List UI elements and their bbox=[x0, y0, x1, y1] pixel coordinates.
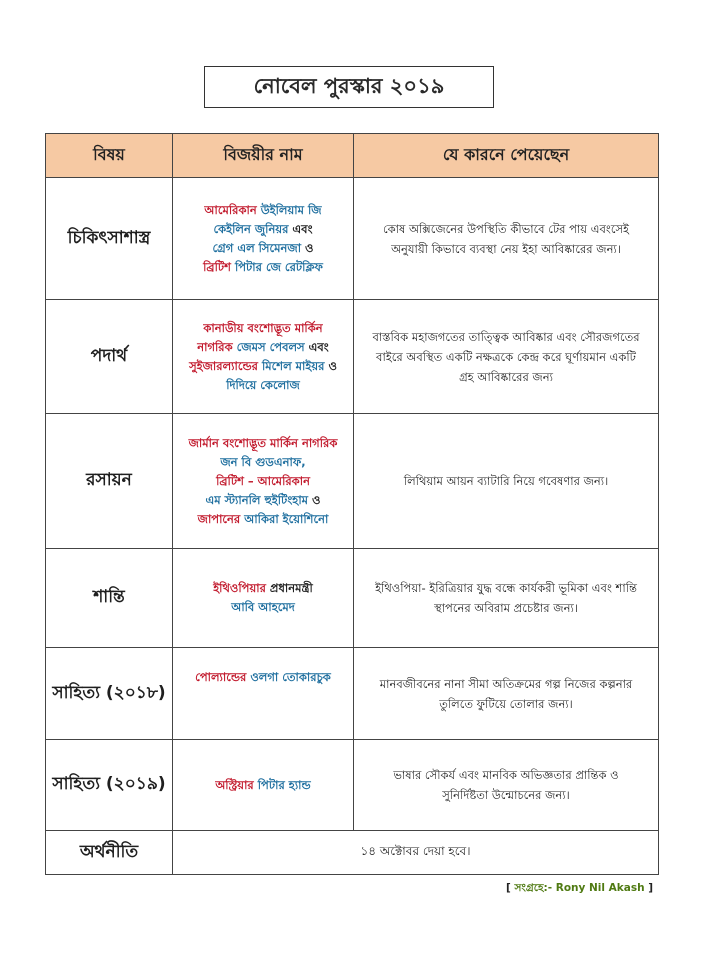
table-row bbox=[46, 648, 659, 740]
reason-line: মানবজীবনের নানা সীমা অতিক্রমের গল্প নিজের কল্পনার bbox=[379, 676, 633, 691]
table-row bbox=[46, 549, 659, 648]
subject-cell: শান্তি bbox=[46, 549, 173, 648]
table-row bbox=[46, 414, 659, 549]
subject-cell: অর্থনীতি bbox=[46, 831, 173, 875]
credit-bracket-open: [ bbox=[506, 882, 511, 894]
credit-bracket-close: ] bbox=[648, 882, 654, 894]
header-winner: বিজয়ীর নাম bbox=[173, 134, 354, 178]
economics-note: ১৪ অক্টোবর দেয়া হবে। bbox=[173, 831, 659, 875]
reason-cell bbox=[354, 414, 659, 549]
winner-cell bbox=[173, 178, 354, 300]
winner-line bbox=[177, 258, 349, 277]
winner-text: কেইলিন জুনিয়র bbox=[213, 221, 293, 236]
winner-text: সুইজারল্যান্ডের bbox=[189, 358, 262, 373]
winner-line bbox=[177, 491, 349, 510]
winner-text: জাপানের bbox=[197, 511, 245, 526]
winner-line bbox=[177, 357, 349, 376]
winner-line bbox=[177, 376, 349, 395]
winner-text: ও bbox=[328, 358, 337, 373]
winner-text: গ্রেগ এল সিমেনজা bbox=[212, 240, 306, 255]
table-row bbox=[46, 300, 659, 414]
winner-text: মিশেল মাইয়র bbox=[261, 358, 329, 373]
winner-text: পোল্যান্ডের bbox=[195, 670, 251, 684]
winner-text: অস্ট্রিয়ার bbox=[215, 777, 258, 792]
reason-line: স্থাপনের অবিরাম প্রচেষ্টার জন্য। bbox=[434, 601, 578, 615]
winner-cell bbox=[173, 648, 354, 740]
credit-name: Rony Nil Akash bbox=[555, 882, 645, 894]
reason-line: বাইরে অবস্থিত একটি নক্ষত্রকে কেন্দ্র করে ঘূর্ণায়মান একটি bbox=[376, 349, 636, 364]
winner-text: আকিরা ইয়োশিনো bbox=[244, 511, 329, 526]
page-title: নোবেল পুরস্কার ২০১৯ bbox=[204, 66, 494, 108]
winner-text: নাগরিক bbox=[197, 339, 237, 354]
reason-line: সুনির্দিষ্টতা উন্মোচনের জন্য। bbox=[442, 788, 570, 802]
reason-line: ভাষার সৌকর্য এবং মানবিক অভিজ্ঞতার প্রান্তিক ও bbox=[393, 768, 619, 782]
winner-text: জন বি গুডএনাফ, bbox=[220, 454, 306, 469]
credit-label: সংগ্রহে:- bbox=[514, 882, 556, 894]
subject-cell: সাহিত্য (২০১৮) bbox=[46, 648, 173, 740]
reason-line: বাস্তবিক মহাজগতের তাত্ত্বিক আবিষ্কার এবং সৌরজগতের bbox=[372, 329, 640, 344]
winner-line bbox=[177, 239, 349, 258]
winner-cell bbox=[173, 300, 354, 414]
subject-cell: পদার্থ bbox=[46, 300, 173, 414]
table-row bbox=[46, 740, 659, 831]
winner-text: ওলগা তোকারচুক bbox=[250, 670, 331, 684]
winner-text: কানাডীয় বংশোদ্ভূত মার্কিন bbox=[203, 320, 323, 335]
subject-cell: সাহিত্য (২০১৯) bbox=[46, 740, 173, 831]
winner-line bbox=[177, 579, 349, 598]
reason-line: কোষ অক্সিজেনের উপস্থিতি কীভাবে টের পায় এবংসেই bbox=[382, 221, 630, 236]
winner-cell bbox=[173, 549, 354, 648]
winner-text: উইলিয়াম জি bbox=[260, 202, 322, 217]
winner-line bbox=[177, 319, 349, 338]
winner-text: ব্রিটিশ bbox=[203, 259, 235, 274]
winner-line bbox=[177, 434, 349, 453]
winner-line bbox=[177, 668, 349, 687]
winner-text: আবি আহমেদ bbox=[231, 600, 295, 614]
table-row bbox=[46, 178, 659, 300]
nobel-prize-table bbox=[45, 133, 659, 875]
winner-line bbox=[177, 338, 349, 357]
reason-cell bbox=[354, 740, 659, 831]
winner-text: এবং bbox=[308, 339, 329, 354]
reason-line: অনুযায়ী কিভাবে ব্যবস্থা নেয় ইহা আবিষ্কারের জন্য। bbox=[391, 241, 621, 256]
winner-text: ইথিওপিয়ার bbox=[213, 581, 270, 595]
reason-cell bbox=[354, 300, 659, 414]
reason-line: লিথিয়াম আয়ন ব্যাটারি নিয়ে গবেষণার জন্য। bbox=[403, 474, 609, 488]
winner-line bbox=[177, 472, 349, 491]
winner-line bbox=[177, 201, 349, 220]
reason-line: তুলিতে ফুটিয়ে তোলার জন্য। bbox=[439, 696, 573, 711]
winner-line bbox=[177, 776, 349, 795]
subject-cell: চিকিৎসাশাস্ত্র bbox=[46, 178, 173, 300]
winner-text: পিটার হ্যান্ড bbox=[257, 777, 311, 792]
winner-text: দিদিয়ে কেলোজ bbox=[226, 377, 300, 392]
winner-line bbox=[177, 453, 349, 472]
winner-text: ও bbox=[305, 240, 314, 255]
winner-text: জার্মান বংশোদ্ভূত মার্কিন নাগরিক bbox=[188, 435, 338, 450]
header-reason: যে কারনে পেয়েছেন bbox=[354, 134, 659, 178]
table-row-economics bbox=[46, 831, 659, 875]
subject-cell: রসায়ন bbox=[46, 414, 173, 549]
winner-text: এম স্ট্যানলি হুইটিংহাম bbox=[205, 492, 313, 507]
reason-cell bbox=[354, 549, 659, 648]
winner-text: আমেরিকান bbox=[204, 202, 261, 217]
winner-cell bbox=[173, 414, 354, 549]
winner-text: জেমস পেবলস bbox=[236, 339, 309, 354]
header-subject: বিষয় bbox=[46, 134, 173, 178]
winner-cell bbox=[173, 740, 354, 831]
winner-text: ব্রিটিশ – আমেরিকান bbox=[216, 473, 310, 488]
winner-text: প্রধানমন্ত্রী bbox=[269, 581, 313, 595]
winner-line bbox=[177, 598, 349, 617]
winner-line bbox=[177, 220, 349, 239]
reason-cell bbox=[354, 178, 659, 300]
reason-line: ইথিওপিয়া- ইরিত্রিয়ার যুদ্ধ বন্ধে কার্যকরী ভূমিকা এবং শান্তি bbox=[375, 581, 637, 595]
winner-line bbox=[177, 510, 349, 529]
credit-note bbox=[506, 881, 653, 898]
reason-line: গ্রহ আবিষ্কারের জন্য bbox=[459, 369, 553, 384]
table-header-row bbox=[46, 134, 659, 178]
reason-cell bbox=[354, 648, 659, 740]
winner-text: এবং bbox=[292, 221, 313, 236]
winner-text: পিটার জে রেটক্লিফ bbox=[234, 259, 323, 274]
winner-text: ও bbox=[312, 492, 321, 507]
